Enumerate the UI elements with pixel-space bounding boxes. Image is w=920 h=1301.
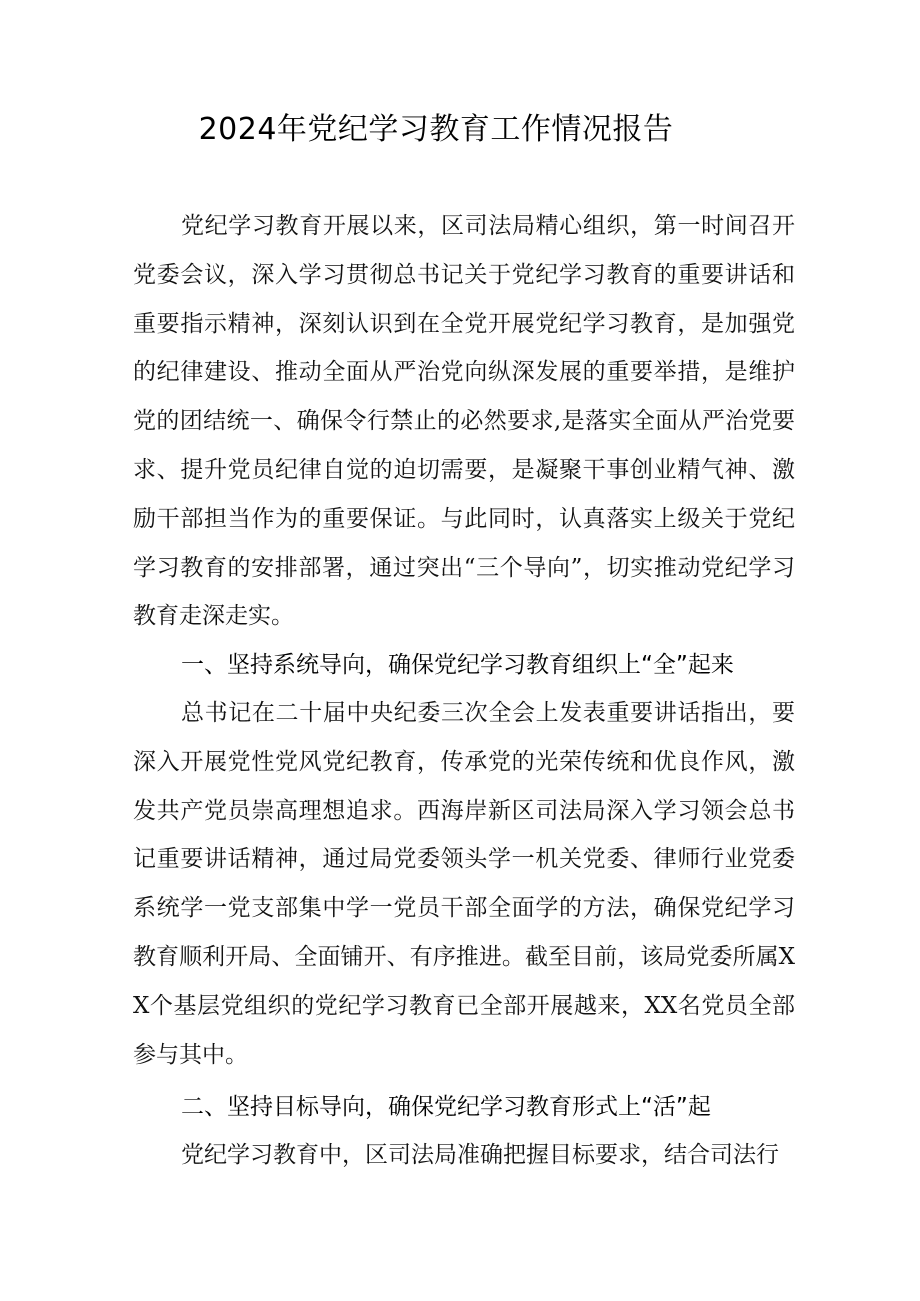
intro-paragraph: 党纪学习教育开展以来，区司法局精心组织，第一时间召开党委会议，深入学习贯彻总书记关于党纪学习教育的重要讲话和重要指示精神，深刻认识到在全党开展党纪学习教育，是加强党的纪律建设、推动全面从严治党向纵深发展的重要举措，是维护党的团结统一、确保令行禁止的必然要求,是落实全面从严治党要求、提升党员纪律自觉的迫切需要，是凝聚干事创业精气神、激励干部担当作为的重要保证。与此同时，认真落实上级关于党纪学习教育的安排部署，通过突出“三个导向”，切实推动党纪学习教育走深走实。: [133, 213, 795, 630]
section-2-paragraph: 党纪学习教育中，区司法局准确把握目标要求，结合司法行: [181, 1142, 779, 1168]
section-1-paragraph: 总书记在二十届中央纪委三次全会上发表重要讲话指出，要深入开展党性党风党纪教育，传承党的光荣传统和优良作风，激发共产党员崇高理想追求。西海岸新区司法局深入学习领会总书记重要讲话精神，通过局党委领头学一机关党委、律师行业党委系统学一党支部集中学一党员干部全面学的方法，确保党纪学习教育顺利开局、全面铺开、有序推进。截至目前，该局党委所属XX个基层党组织的党纪学习教育已全部开展越来，XX名党员全部参与其中。: [133, 700, 795, 1068]
section-heading-1: 一、坚持系统导向，确保党纪学习教育组织上“全”起来: [181, 652, 734, 678]
document-title: 2024年党纪学习教育工作情况报告: [198, 112, 674, 147]
section-heading-2: 二、坚持目标导向，确保党纪学习教育形式上“活”起: [181, 1094, 711, 1120]
